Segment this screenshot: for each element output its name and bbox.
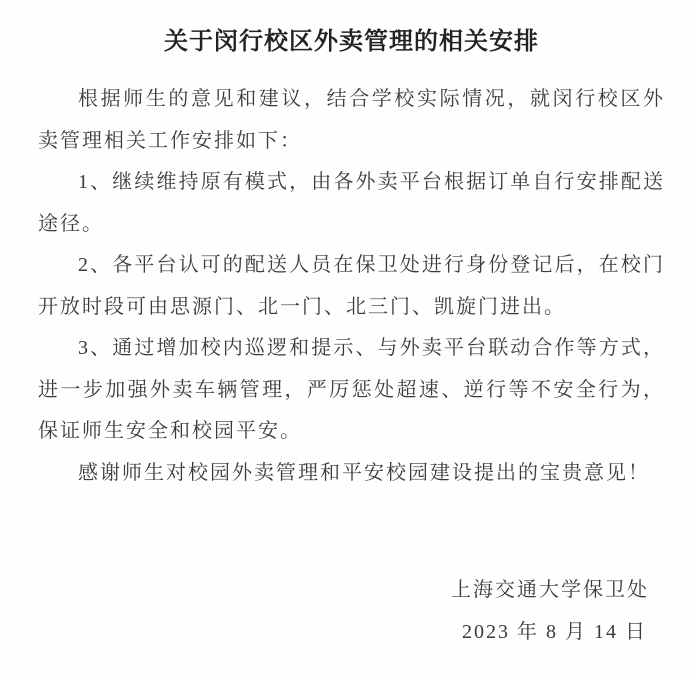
item-1-paragraph: 1、继续维持原有模式，由各外卖平台根据订单自行安排配送途径。 [38, 171, 665, 235]
document-title: 关于闵行校区外卖管理的相关安排 [164, 28, 539, 55]
intro-paragraph: 根据师生的意见和建议，结合学校实际情况，就闵行校区外卖管理相关工作安排如下： [38, 88, 665, 152]
signature-text: 上海交通大学保卫处 [451, 579, 649, 601]
signature-block [38, 569, 665, 653]
item-3-paragraph: 3、通过增加校内巡逻和提示、与外卖平台联动合作等方式，进一步加强外卖车辆管理，严厉惩处超速、逆行等不安全行为，保证师生安全和校园平安。 [38, 337, 665, 442]
thanks-paragraph: 感谢师生对校园外卖管理和平安校园建设提出的宝贵意见！ [78, 461, 650, 484]
date-text: 2023 年 8 月 14 日 [462, 621, 647, 643]
document-body [38, 79, 665, 494]
item-2-paragraph: 2、各平台认可的配送人员在保卫处进行身份登记后，在校门开放时段可由思源门、北一门、北三门、凯旋门进出。 [38, 254, 665, 318]
